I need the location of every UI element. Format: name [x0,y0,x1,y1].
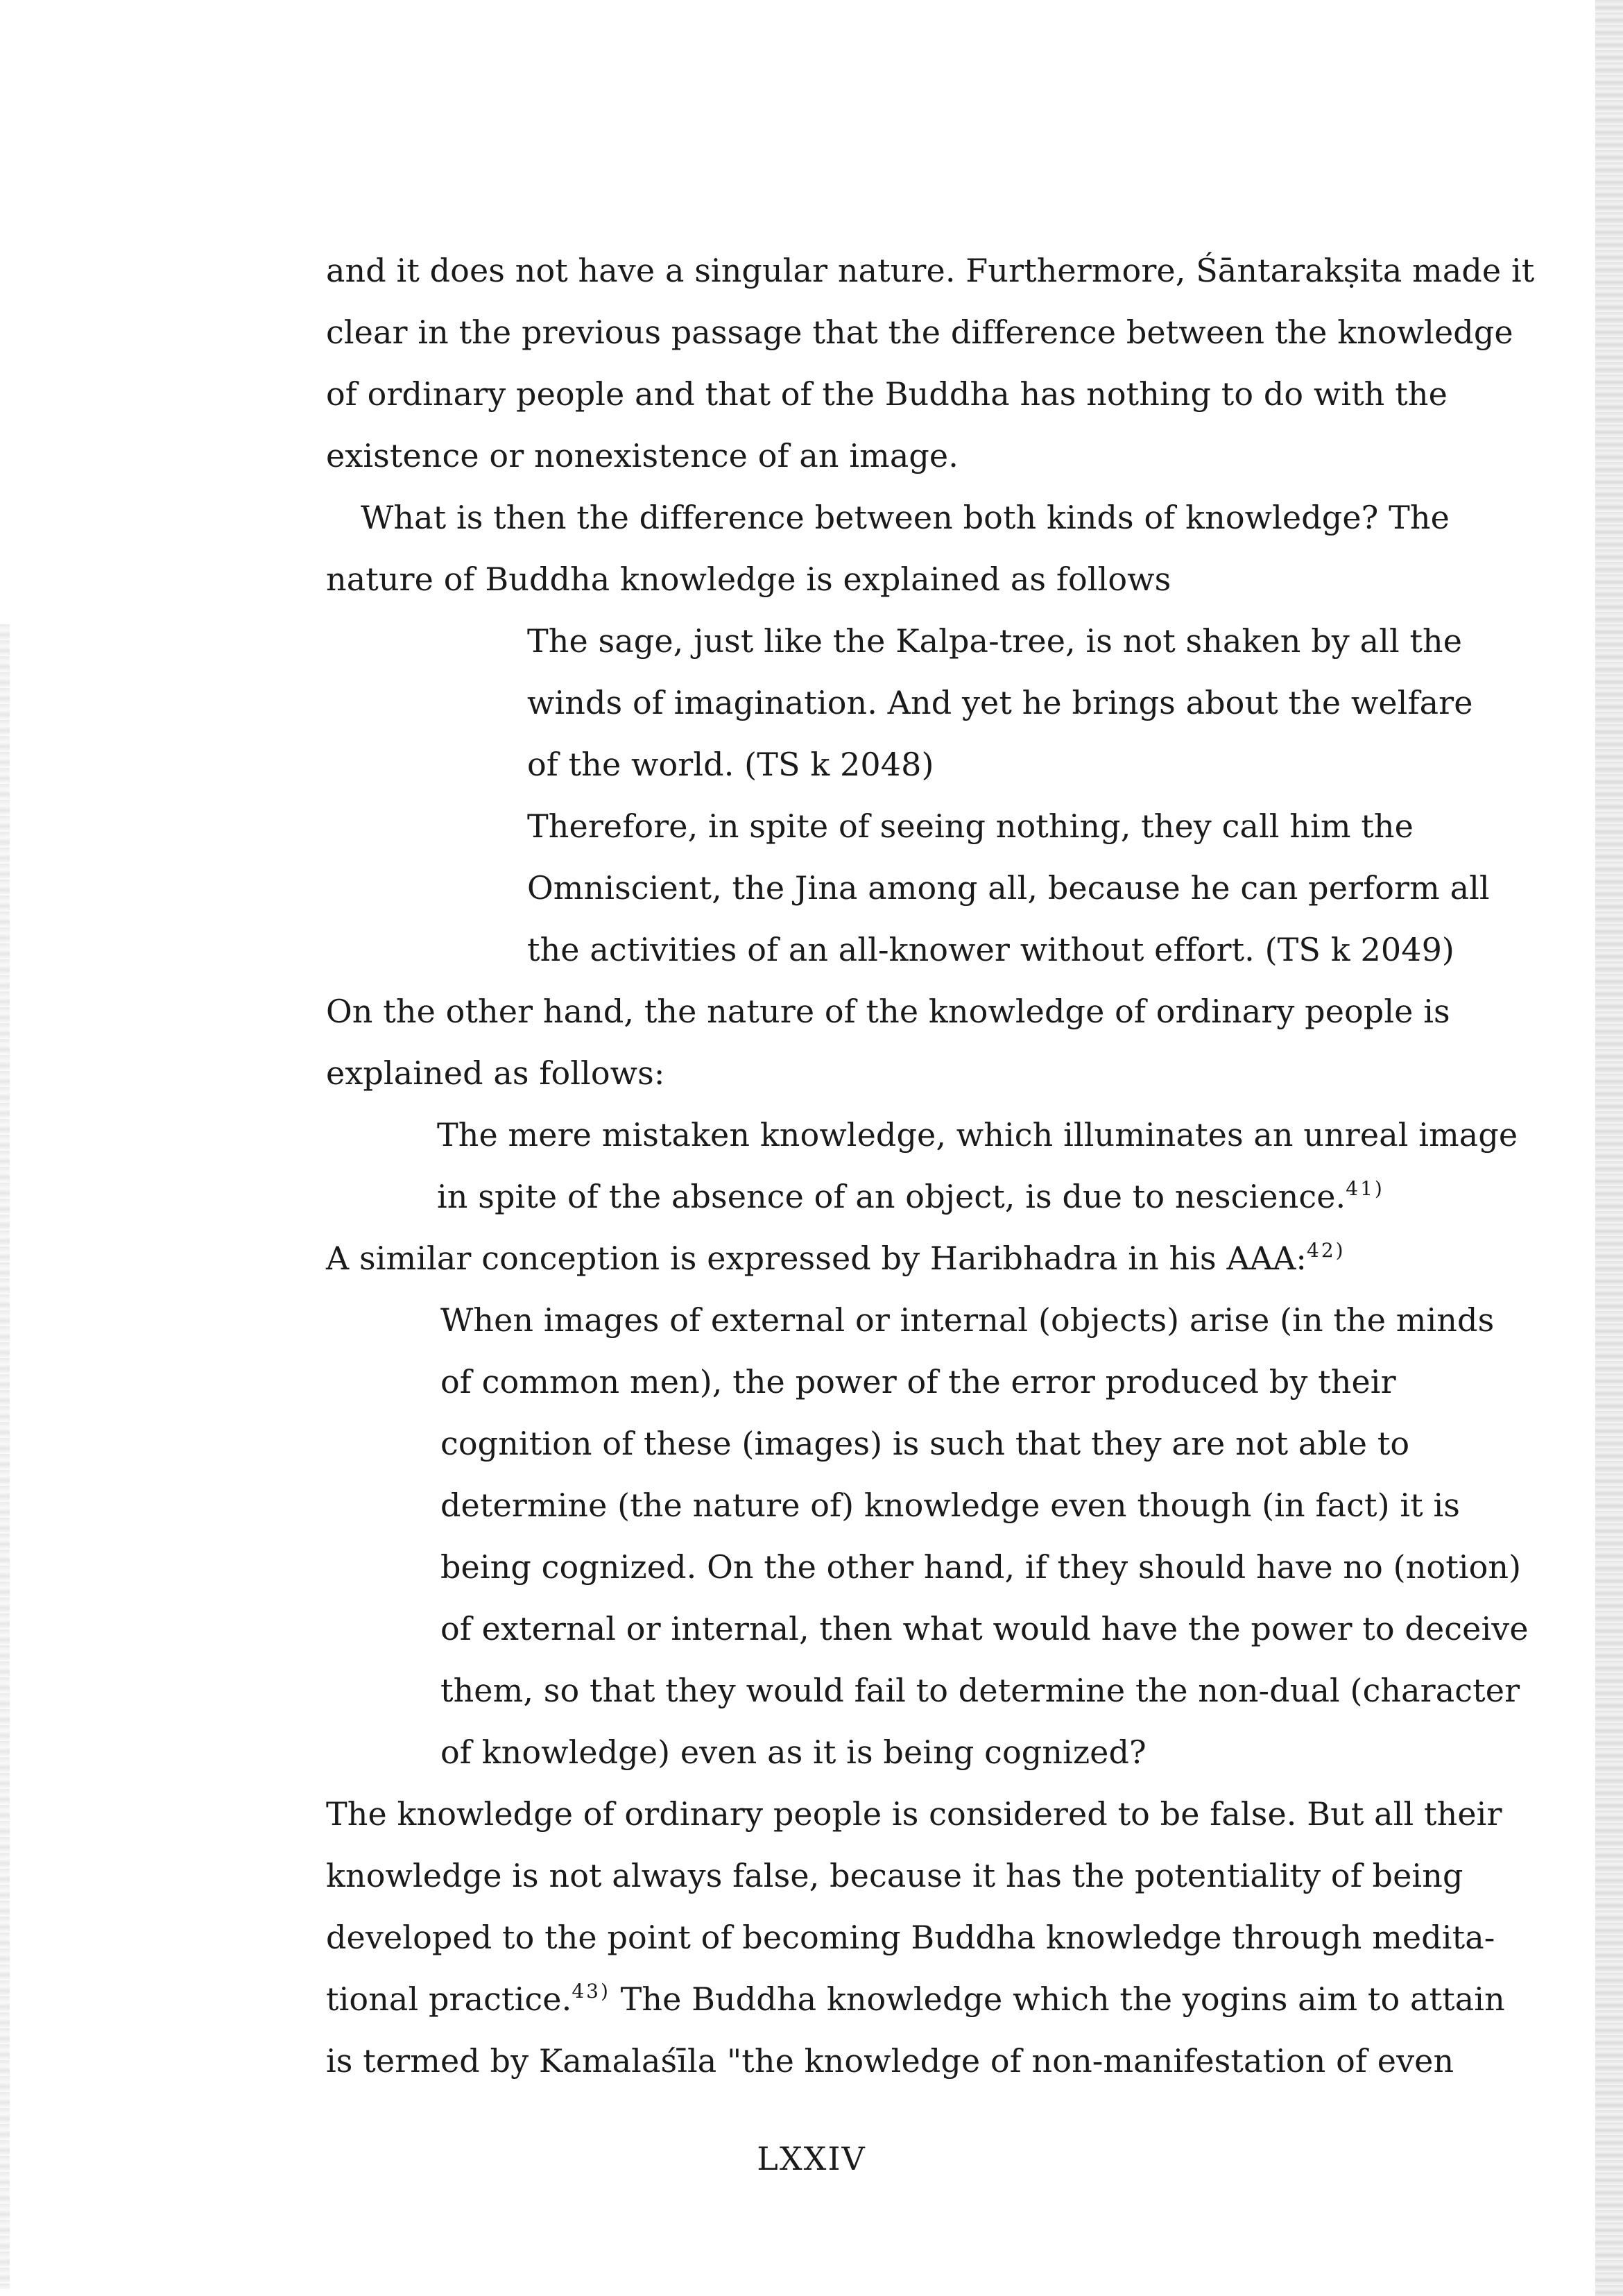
block-quote-line: cognition of these (images) is such that they are not able to [440,1425,1410,1462]
body-text [326,240,1535,2092]
footnote-ref-43: 43) [572,1980,610,2003]
quote-text: in spite of the absence of an object, is due to nescience. [437,1178,1346,1215]
block-quote-line [326,1166,1422,1228]
scan-left-edge [0,624,10,2289]
text-line: The knowledge of ordinary people is considered to be false. But all their [326,1795,1502,1833]
block-quote-line: determine (the nature of) knowledge even though (in fact) it is [440,1487,1461,1524]
footnote-ref-41: 41) [1346,1177,1384,1200]
block-quote-line: the activities of an all-knower without effort. (TS k 2049) [527,931,1454,968]
block-quote-line: them, so that they would fail to determine the non-dual (character [440,1672,1520,1709]
text-line: knowledge is not always false, because it has the potentiality of being [326,1857,1463,1894]
block-quote-line: of knowledge) even as it is being cognized? [440,1733,1147,1771]
block-quote-line: The mere mistaken knowledge, which illuminates an unreal image [437,1116,1518,1154]
block-quote-line: of common men), the power of the error produced by their [440,1363,1396,1400]
block-quote-line: Therefore, in spite of seeing nothing, they call him the [527,807,1414,845]
block-quote-line: being cognized. On the other hand, if they should have no (notion) [440,1548,1522,1586]
scan-right-edge [1595,0,1623,2296]
line-text: A similar conception is expressed by Haribhadra in his AAA: [326,1240,1307,1277]
text-line: and it does not have a singular nature. Furthermore, Śāntarakṣita made it [326,252,1535,289]
text-line: existence or nonexistence of an image. [326,437,959,474]
text-line: developed to the point of becoming Buddha knowledge through medita- [326,1919,1495,1956]
text-line: explained as follows: [326,1054,665,1092]
block-quote-line: of external or internal, then what would have the power to deceive [440,1610,1529,1647]
text-line: nature of Buddha knowledge is explained as follows [326,560,1171,598]
text-line: clear in the previous passage that the difference between the knowledge [326,314,1513,351]
block-quote-line: of the world. (TS k 2048) [527,746,934,783]
text-line [326,1228,1422,1290]
line-text: tional practice. [326,1980,572,2018]
text-line [326,1969,1505,2030]
block-quote-line: When images of external or internal (objects) arise (in the minds [440,1301,1495,1339]
text-line: What is then the difference between both kinds of knowledge? The [361,499,1450,536]
text-line: On the other hand, the nature of the knowledge of ordinary people is [326,993,1450,1030]
text-line: of ordinary people and that of the Buddha has nothing to do with the [326,375,1448,413]
line-text: The Buddha knowledge which the yogins aim to attain [610,1980,1505,2018]
block-quote-line: winds of imagination. And yet he brings about the welfare [527,684,1473,721]
footnote-ref-42: 42) [1307,1239,1346,1262]
block-quote-line: Omniscient, the Jina among all, because he can perform all [527,869,1490,907]
page-number: LXXIV [757,2140,866,2177]
block-quote-line: The sage, just like the Kalpa-tree, is not shaken by all the [527,622,1463,660]
text-line: is termed by Kamalaśīla "the knowledge of non-manifestation of even [326,2042,1454,2080]
